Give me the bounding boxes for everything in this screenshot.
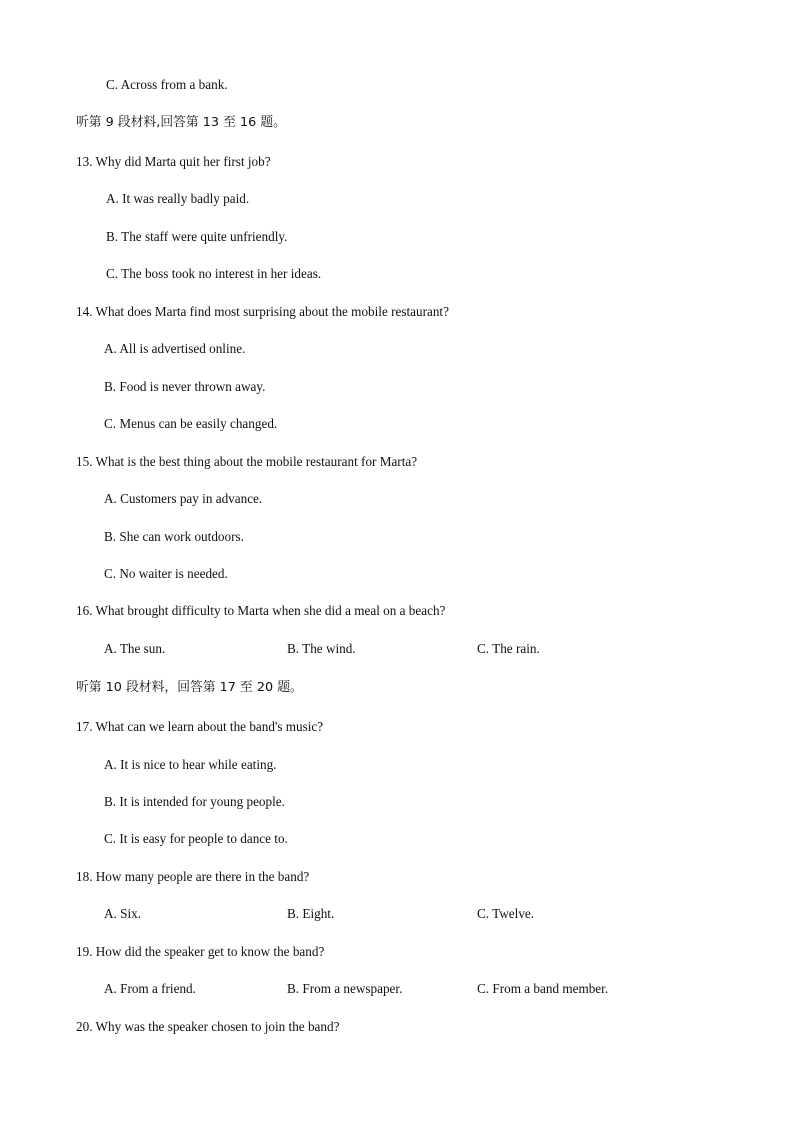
question-18-option-a: A. Six. (104, 906, 142, 921)
question-16: 16. What brought difficulty to Marta when she did a meal on a beach? (76, 603, 446, 618)
question-18: 18. How many people are there in the band? (76, 869, 310, 884)
section-9-instruction: 听第 9 段材料,回答第 13 至 16 题。 (76, 115, 286, 130)
question-18-option-c: C. Twelve. (477, 906, 535, 921)
question-18-option-b: B. Eight. (287, 906, 335, 921)
section-10-instruction: 听第 10 段材料，回答第 17 至 20 题。 (76, 680, 303, 695)
question-14-option-b: B. Food is never thrown away. (104, 379, 266, 394)
question-14-option-a: A. All is advertised online. (104, 341, 246, 356)
question-19-option-c: C. From a band member. (477, 981, 609, 996)
question-17: 17. What can we learn about the band's music? (76, 719, 324, 734)
question-13-option-a: A. It was really badly paid. (106, 191, 250, 206)
question-15-option-b: B. She can work outdoors. (104, 529, 244, 544)
question-19-option-a: A. From a friend. (104, 981, 196, 996)
question-19-option-b: B. From a newspaper. (287, 981, 403, 996)
question-15: 15. What is the best thing about the mobile restaurant for Marta? (76, 454, 418, 469)
question-16-option-b: B. The wind. (287, 641, 356, 656)
question-17-option-b: B. It is intended for young people. (104, 794, 285, 809)
question-13-option-c: C. The boss took no interest in her ideas. (106, 266, 322, 281)
question-14-option-c: C. Menus can be easily changed. (104, 416, 278, 431)
question-16-option-a: A. The sun. (104, 641, 166, 656)
question-15-option-c: C. No waiter is needed. (104, 566, 228, 581)
question-15-option-a: A. Customers pay in advance. (104, 491, 263, 506)
question-16-option-c: C. The rain. (477, 641, 540, 656)
question-17-option-a: A. It is nice to hear while eating. (104, 757, 277, 772)
question-20: 20. Why was the speaker chosen to join the band? (76, 1019, 340, 1034)
question-19: 19. How did the speaker get to know the band? (76, 944, 325, 959)
question-17-option-c: C. It is easy for people to dance to. (104, 831, 288, 846)
option-c-prev: C. Across from a bank. (106, 77, 228, 92)
question-13: 13. Why did Marta quit her first job? (76, 154, 271, 169)
question-13-option-b: B. The staff were quite unfriendly. (106, 229, 288, 244)
question-14: 14. What does Marta find most surprising about the mobile restaurant? (76, 304, 449, 319)
